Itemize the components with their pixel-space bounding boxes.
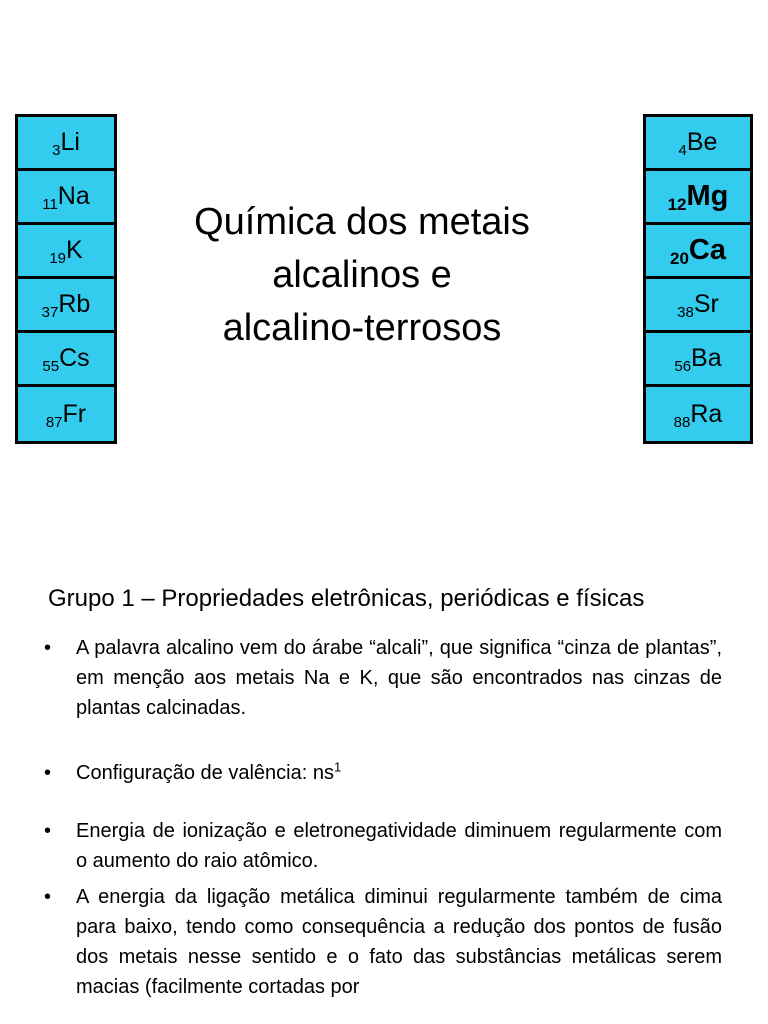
bullet-dot: • [44,762,52,784]
bullet-dot: • [44,637,52,659]
atomic-number: 55 [42,358,60,375]
element-cell-ca [646,225,750,279]
atomic-number: 19 [49,250,66,267]
slide-title [150,196,574,355]
title-line: alcalino-terrosos [222,307,502,349]
atomic-number: 56 [674,358,692,375]
atomic-number: 11 [42,196,58,213]
element-symbol: Ca [688,234,726,266]
element-symbol: Rb [58,290,91,318]
atomic-number: 3 [52,142,61,159]
title-line: alcalinos e [272,254,452,296]
bullet-dot: • [44,886,52,908]
element-cell-ra [646,387,750,441]
element-symbol: Sr [693,290,719,318]
list-item [44,633,722,723]
superscript: 1 [333,759,342,775]
element-cell-rb [18,279,114,333]
atomic-number: 20 [670,248,689,268]
element-cell-k [18,225,114,279]
bullet-text: A energia da ligação metálica diminui regularmente também de cima para baixo, tendo como consequência a redução dos pontos de fusão dos metais nesse sentido e o fato das substâncias metálicas serem macias (facilmente cortadas por [76,886,722,998]
atomic-number: 87 [45,413,63,431]
atomic-number: 38 [677,304,694,321]
element-cell-cs [18,333,114,387]
element-cell-li [18,117,114,171]
element-symbol: Mg [686,180,729,212]
atomic-number: 12 [667,194,687,214]
element-symbol: K [66,236,83,264]
element-cell-ba [646,333,750,387]
element-symbol: Cs [59,344,90,372]
bullet-text: Energia de ionização e eletronegatividade diminuem regularmente com o aumento do raio atômico. [76,820,722,872]
element-cell-na [18,171,114,225]
bullet-text: Configuração de valência: ns [76,762,334,784]
list-item [44,882,722,1002]
element-cell-sr [646,279,750,333]
element-symbol: Ra [690,399,723,428]
element-symbol: Fr [62,399,87,428]
section-heading: Grupo 1 – Propriedades eletrônicas, periódicas e físicas [48,585,645,612]
title-line: Química dos metais [194,201,530,243]
atomic-number: 88 [673,413,691,431]
group1-element-column [15,114,117,444]
element-symbol: Ba [691,344,722,372]
bullet-text: A palavra alcalino vem do árabe “alcali”, que significa “cinza de plantas”, em menção aos metais Na e K, que são encontrados nas cinzas de plantas calcinadas. [76,637,722,719]
bullet-dot: • [44,820,52,842]
element-symbol: Na [57,182,90,210]
atomic-number: 4 [678,142,687,159]
list-item [44,816,722,876]
element-symbol: Li [60,128,80,156]
group2-element-column [643,114,753,444]
list-item [44,758,722,788]
element-symbol: Be [686,128,718,156]
atomic-number: 37 [41,304,59,321]
element-cell-be [646,117,750,171]
element-cell-fr [18,387,114,441]
element-cell-mg [646,171,750,225]
bullet-list [44,633,722,1002]
